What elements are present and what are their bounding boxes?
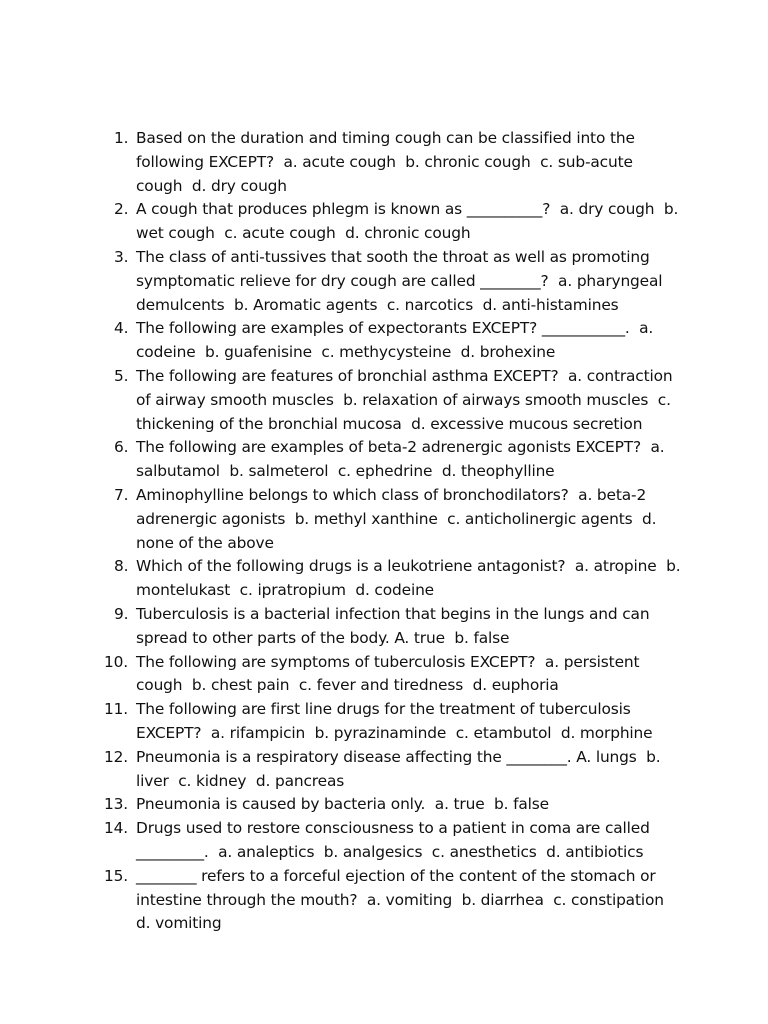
question-text: A cough that produces phlegm is known as __________? a. dry cough b. wet cough c. acute cough d. chronic cough — [136, 200, 683, 243]
question-text: ________ refers to a forceful ejection of the content of the stomach or intestine through the mouth? a. vomiting b. diarrhea c. constipation d. vomiting — [136, 866, 674, 933]
question-text: Aminophylline belongs to which class of bronchodilators? a. beta-2 adrenergic agonists b. methyl xanthine c. anticholinergic agents d. none of the above — [136, 485, 662, 552]
question-text: The following are examples of expectorants EXCEPT? ___________. a. codeine b. guafenisine c. methycysteine d. brohexine — [136, 319, 658, 362]
question-item-5 — [104, 365, 682, 436]
question-number: 11. — [104, 700, 129, 719]
question-number: 12. — [104, 747, 129, 766]
question-number: 10. — [104, 652, 129, 671]
question-item-7 — [104, 484, 682, 555]
question-text: The following are symptoms of tuberculosis EXCEPT? a. persistent cough b. chest pain c. fever and tiredness d. euphoria — [136, 652, 645, 695]
question-text: Which of the following drugs is a leukotriene antagonist? a. atropine b. montelukast c. ipratropium d. codeine — [136, 557, 686, 600]
question-item-6 — [104, 436, 682, 484]
question-number: 3. — [114, 247, 129, 266]
question-item-4 — [104, 317, 682, 365]
question-text: The following are features of bronchial asthma EXCEPT? a. contraction of airway smooth muscles b. relaxation of airways smooth muscles c. thickening of the bronchial mucosa d. excessive mucous secretion — [136, 366, 678, 433]
question-number: 5. — [114, 366, 129, 385]
question-item-15 — [104, 865, 682, 936]
question-item-8 — [104, 555, 686, 603]
question-item-10 — [104, 651, 682, 699]
question-text: Pneumonia is a respiratory disease affecting the ________. A. lungs b. liver c. kidney d. pancreas — [136, 747, 666, 790]
question-item-13 — [104, 793, 682, 817]
question-item-3 — [104, 246, 682, 317]
question-list — [104, 127, 686, 936]
question-number: 2. — [114, 200, 129, 219]
question-text: The following are examples of beta-2 adrenergic agonists EXCEPT? a. salbutamol b. salmeterol c. ephedrine d. theophylline — [136, 438, 670, 481]
question-text: Tuberculosis is a bacterial infection that begins in the lungs and can spread to other parts of the body. A. true b. false — [136, 604, 655, 647]
question-item-14 — [104, 817, 682, 865]
question-item-12 — [104, 746, 682, 794]
question-number: 4. — [114, 319, 129, 338]
question-number: 9. — [114, 604, 129, 623]
question-number: 13. — [104, 795, 129, 814]
question-item-11 — [104, 698, 682, 746]
question-item-1 — [104, 127, 682, 198]
question-text: The class of anti-tussives that sooth the throat as well as promoting symptomatic relieve for dry cough are called ________? a. pharyngeal demulcents b. Aromatic agents c. narcotics d. anti-histamines — [136, 247, 668, 314]
question-text: Drugs used to restore consciousness to a patient in coma are called _________. a. analeptics b. analgesics c. anesthetics d. antibiotics — [136, 819, 655, 861]
question-number: 8. — [114, 557, 129, 576]
question-number: 7. — [114, 485, 129, 504]
question-number: 14. — [104, 819, 129, 838]
question-item-9 — [104, 603, 682, 651]
question-text: The following are first line drugs for the treatment of tuberculosis EXCEPT? a. rifampicin b. pyrazinaminde c. etambutol d. morphine — [136, 700, 653, 742]
question-number: 15. — [104, 866, 129, 885]
question-number: 6. — [114, 438, 129, 457]
question-text: Pneumonia is caused by bacteria only. a. true b. false — [136, 795, 549, 814]
question-item-2 — [104, 198, 682, 246]
question-text: Based on the duration and timing cough can be classified into the following EXCEPT? a. acute cough b. chronic cough c. sub-acute cough d. dry cough — [136, 129, 640, 195]
question-number: 1. — [114, 129, 129, 147]
